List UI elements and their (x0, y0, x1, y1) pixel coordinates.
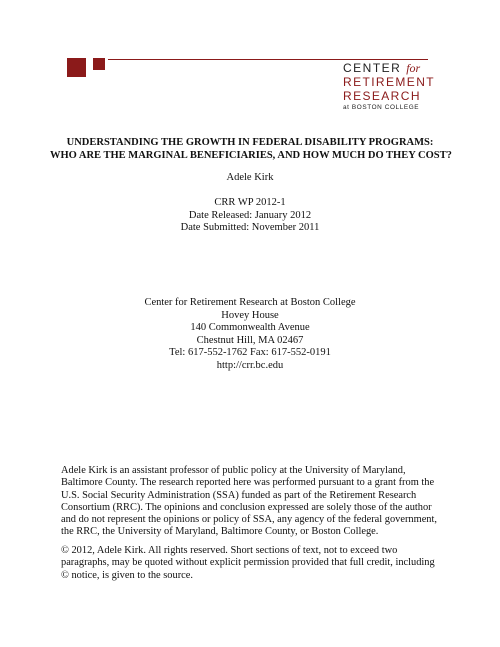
center-address (50, 297, 450, 373)
address-line: Chestnut Hill, MA 02467 (196, 334, 304, 346)
author-bio-disclaimer: Adele Kirk is an assistant professor of public policy at the University of Maryland, Baltimore County. The research reported here was performed pursuant to a grant from the U.S. Social Security Administration (SSA) funded as part of the Retirement Research Consortium (RRC). The opinions and conclusion expressed are solely those of the author and do not represent the opinions or policy of SSA, any agency of the federal government, the RRC, the University of Maryland, Baltimore County, or Boston College. (61, 465, 437, 538)
date-submitted: Date Submitted: November 2011 (180, 222, 320, 234)
logo-for-word: for (406, 61, 421, 75)
logo-line-center (343, 62, 429, 74)
author-text: Adele Kirk (226, 172, 274, 183)
header-rule (108, 59, 428, 60)
logo-square-large (67, 58, 86, 77)
logo-square-small (93, 58, 105, 70)
address-line: Hovey House (221, 309, 279, 321)
address-line: Center for Retirement Research at Boston College (144, 297, 356, 308)
contact-phone-fax: Tel: 617-552-1762 Fax: 617-552-0191 (169, 347, 331, 359)
logo-line-research: RESEARCH (343, 89, 421, 103)
paper-title (50, 137, 450, 162)
logo-line-retirement: RETIREMENT (343, 75, 435, 89)
working-paper-number: CRR WP 2012-1 (214, 197, 286, 208)
title-line: WHO ARE THE MARGINAL BENEFICIARIES, AND HOW MUCH DO THEY COST? (50, 149, 452, 161)
logo-line-boston-college: at BOSTON COLLEGE (343, 104, 420, 111)
crr-logo (343, 61, 435, 111)
date-released: Date Released: January 2012 (188, 209, 312, 221)
paper-meta (50, 197, 450, 235)
center-website: http://crr.bc.edu (216, 359, 284, 371)
copyright-notice: © 2012, Adele Kirk. All rights reserved. Short sections of text, not to exceed two paragraphs, may be quoted without explicit permission provided that full credit, including © notice, is given to the source. (61, 545, 435, 581)
title-line: UNDERSTANDING THE GROWTH IN FEDERAL DISABILITY PROGRAMS: (66, 137, 434, 148)
logo-center-word: CENTER (343, 61, 402, 75)
author-name (50, 172, 450, 185)
address-line: 140 Commonwealth Avenue (190, 322, 310, 334)
